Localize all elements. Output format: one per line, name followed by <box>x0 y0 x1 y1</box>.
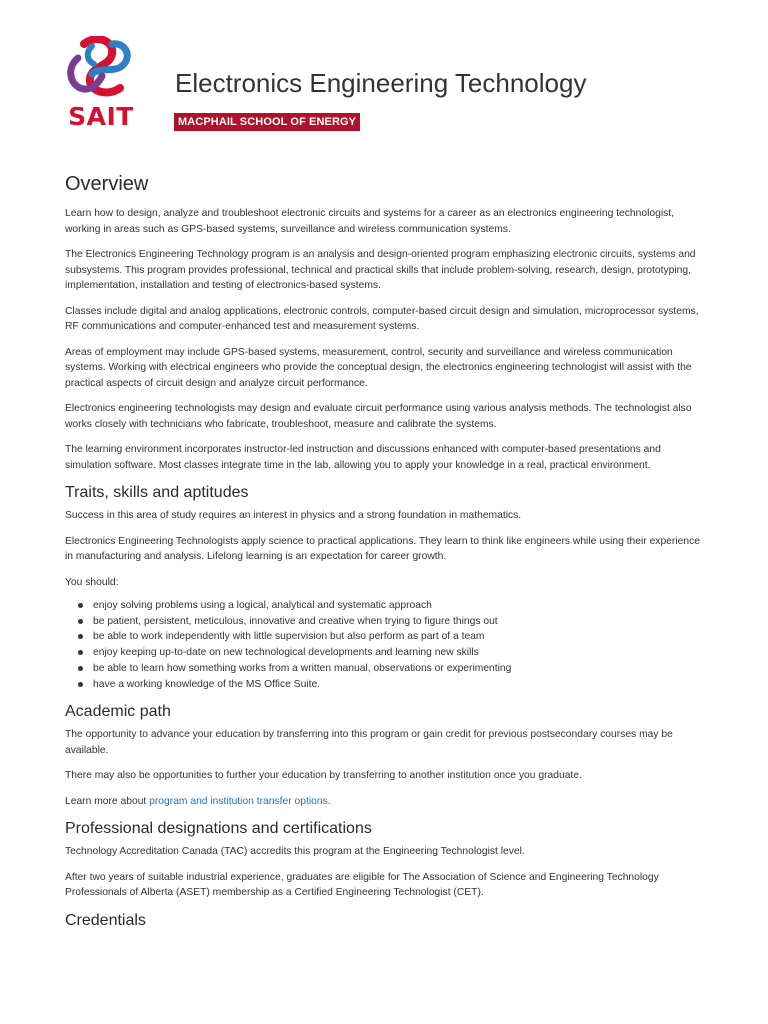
main-content <box>65 172 705 936</box>
list-item-text: be able to work independently with little supervision but also perform as part of a team <box>93 631 485 643</box>
sait-logo-emblem <box>62 36 140 106</box>
sait-logo <box>62 36 140 132</box>
credentials-section <box>65 911 705 931</box>
traits-paragraph: Success in this area of study requires an interest in physics and a strong foundation in mathematics. <box>65 510 522 521</box>
professional-heading: Professional designations and certifications <box>65 820 372 838</box>
professional-section <box>65 819 705 901</box>
list-item-text: enjoy keeping up-to-date on new technological developments and learning new skills <box>93 647 479 659</box>
bullet-icon <box>78 666 83 671</box>
learn-more-suffix: . <box>327 795 331 807</box>
overview-paragraph: Learn how to design, analyze and troubleshoot electronic circuits and systems for a career as an electronics engineering technologist, working in areas such as GPS-based systems, surveillance and wireless communication systems. <box>65 208 675 235</box>
overview-paragraph: Electronics engineering technologists may design and evaluate circuit performance using various analysis methods. The technologist also works closely with technicians who fabricate, troubleshoot, measure and calibrate the systems. <box>65 403 692 430</box>
traits-list <box>65 598 705 692</box>
traits-heading: Traits, skills and aptitudes <box>65 484 249 501</box>
bullet-icon <box>78 682 83 687</box>
logo-wordmark: SAIT <box>68 102 134 131</box>
academic-paragraph: The opportunity to advance your education by transferring into this program or gain credit for previous postsecondary courses may be available. <box>65 729 673 756</box>
traits-section <box>65 483 705 692</box>
overview-paragraph: The learning environment incorporates instructor-led instruction and discussions enhanced with computer-based presentations and simulation software. Most classes integrate time in the lab, allowing you to apply your knowledge in a real, practical environment. <box>65 444 661 471</box>
list-item <box>78 598 705 614</box>
overview-heading: Overview <box>65 173 149 195</box>
list-item <box>78 645 705 661</box>
list-item-text: be able to learn how something works from a written manual, observations or experimenting <box>93 662 512 674</box>
bullet-icon <box>78 603 83 608</box>
bullet-icon <box>78 634 83 639</box>
overview-section <box>65 172 705 473</box>
professional-paragraph: Technology Accreditation Canada (TAC) accredits this program at the Engineering Technologist level. <box>65 846 525 858</box>
professional-paragraph: After two years of suitable industrial experience, graduates are eligible for The Association of Science and Engineering Technology Professionals of Alberta (ASET) membership as a Certified Engineering Technologist (CET). <box>65 871 659 899</box>
overview-paragraph: Classes include digital and analog applications, electronic controls, computer-based circuit design and simulation, microprocessor systems, RF communications and computer-enhanced test and measurement systems. <box>65 305 699 332</box>
list-item-text: have a working knowledge of the MS Office Suite. <box>93 678 321 690</box>
learn-more-prefix: Learn more about <box>65 795 150 807</box>
bullet-icon <box>78 619 83 624</box>
school-badge: MACPHAIL SCHOOL OF ENERGY <box>174 113 360 131</box>
list-item <box>78 614 705 630</box>
bullet-icon <box>78 650 83 655</box>
list-item <box>78 661 705 677</box>
traits-paragraph: Electronics Engineering Technologists apply science to practical applications. They learn to think like engineers while using their experience in manufacturing and analysis. Lifelong learning is an expectation for career growth. <box>65 535 700 562</box>
page-title: Electronics Engineering Technology <box>175 68 587 98</box>
credentials-heading: Credentials <box>65 911 146 929</box>
list-item-text: be patient, persistent, meticulous, innovative and creative when trying to figure things out <box>93 615 498 627</box>
transfer-options-link[interactable]: program and institution transfer options <box>149 795 328 807</box>
academic-section <box>65 702 705 809</box>
list-item <box>78 629 705 645</box>
academic-heading: Academic path <box>65 703 171 721</box>
list-item-text: enjoy solving problems using a logical, analytical and systematic approach <box>93 600 432 611</box>
traits-paragraph: You should: <box>65 576 119 588</box>
learn-more-paragraph <box>65 794 705 810</box>
overview-paragraph: Areas of employment may include GPS-based systems, measurement, control, security and surveillance and wireless communication systems. Working with electrical engineers who provide the conceptual design, the electronics engineering technologist will assist with the practical aspects of circuit design and analyze circuit performance. <box>65 346 692 389</box>
academic-paragraph: There may also be opportunities to further your education by transferring to another institution once you graduate. <box>65 770 582 782</box>
list-item <box>78 677 705 693</box>
overview-paragraph: The Electronics Engineering Technology program is an analysis and design-oriented program emphasizing electronic circuits, systems and subsystems. This program provides professional, technical and practical skills that include problem-solving, research, design, prototyping, implementation, installation and testing of electronics-based systems. <box>65 249 696 291</box>
